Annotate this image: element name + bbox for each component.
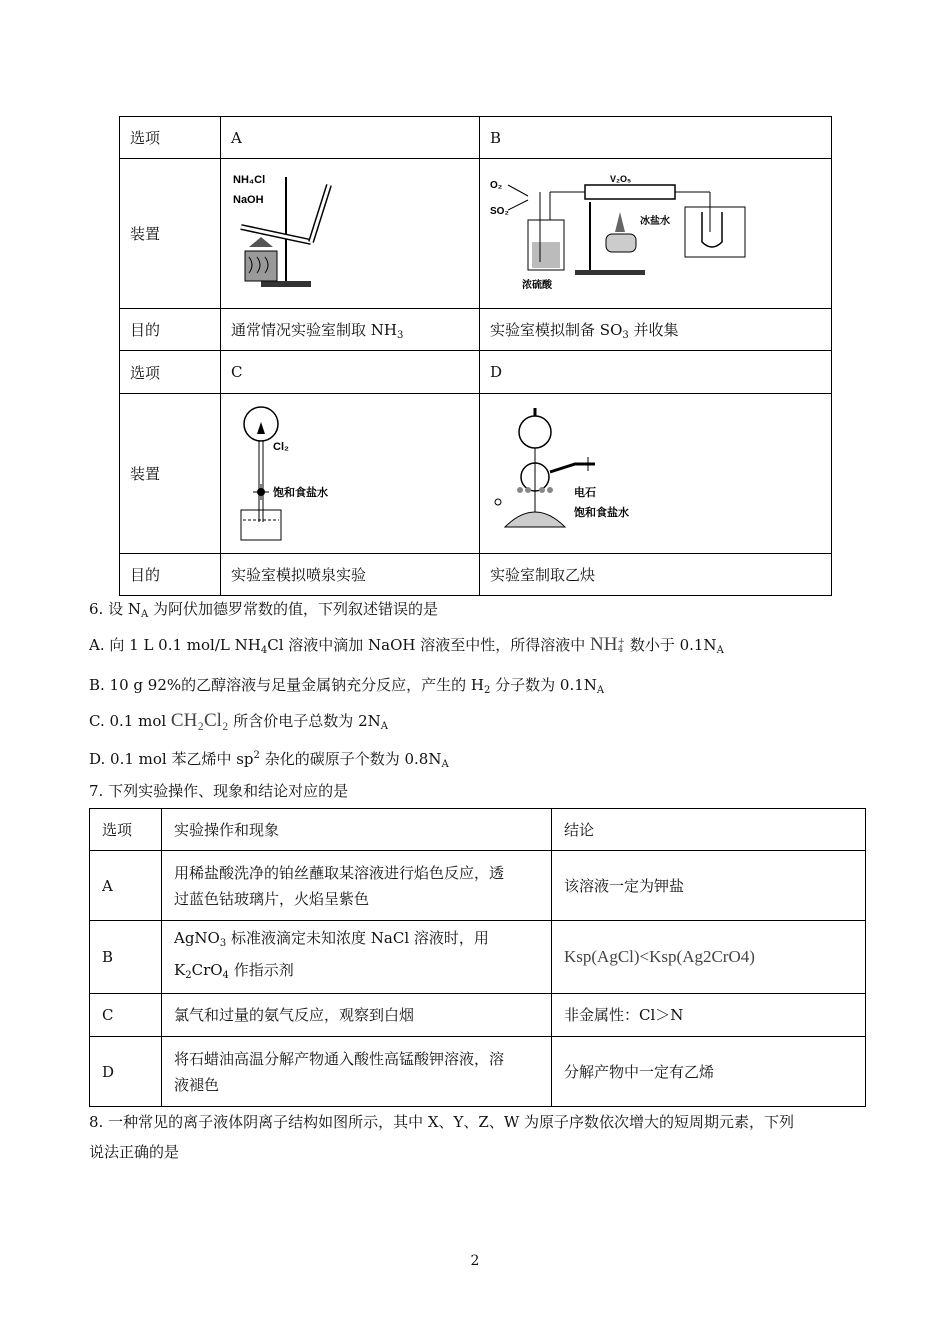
label-cl2: Cl₂ [273,440,289,453]
label-v2o5: V₂O₅ [610,173,632,184]
row-b-conclusion [552,921,866,994]
cell-apparatus-label-2: 装置 [120,394,221,554]
row-a-operation: 用稀盐酸洗净的铂丝蘸取某溶液进行焰色反应，透 过蓝色钴玻璃片，火焰呈紫色 [162,851,552,921]
page-number: 2 [470,1253,480,1269]
cell-purpose-c: 实验室模拟喷泉实验 [221,554,480,596]
row-a-option: A [90,851,162,921]
question-7-stem: 7. 下列实验操作、现象和结论对应的是 [89,782,349,800]
cell-purpose-label-2: 目的 [120,554,221,596]
cell-apparatus-label: 装置 [120,159,221,309]
figure-a-cell [221,159,480,309]
label-calcium-carbide: 电石 [574,486,596,499]
question-6-option-c: C. 0.1 mol CH₂Cl₂ 所含价电子总数为 $2N_A$ [89,710,388,732]
cell-purpose-d: 实验室制取乙炔 [480,554,832,596]
figure-d-acetylene-apparatus [490,402,650,542]
row-b-option: B [90,921,162,994]
cell-purpose-b: 实验室模拟制备 $SO_3$ 并收集 [480,309,832,351]
question-6-option-b: B. 10 g 92%的乙醇溶液与足量金属钠充分反应，产生的 $H_2$ 分子数为 $0.1N_A$ [89,676,605,696]
figure-c-fountain-apparatus [231,402,361,542]
cell-option-b: B [480,117,832,159]
question-6-stem: 6. 设 $N_A$ 为阿伏加德罗常数的值，下列叙述错误的是 [89,600,438,620]
cell-option-d: D [480,351,832,394]
apparatus-table [119,116,832,596]
row-c-operation: 氯气和过量的氨气反应，观察到白烟 [162,994,552,1037]
figure-c-cell [221,394,480,554]
label-so2: SO₂ [490,205,509,217]
header-conclusion: 结论 [552,809,866,851]
row-c-option: C [90,994,162,1037]
header-operation: 实验操作和现象 [162,809,552,851]
ksp-formula: Ksp(AgCl)<Ksp(Ag2CrO4) [564,947,755,966]
label-o2: O₂ [490,179,503,191]
cell-option-label: 选项 [120,117,221,159]
label-naoh: NaOH [233,193,264,206]
header-option: 选项 [90,809,162,851]
label-brine-d: 饱和食盐水 [574,506,629,519]
label-nh4cl: NH₄Cl [233,173,266,186]
figure-b-so3-apparatus [490,172,750,292]
figure-b-cell [480,159,832,309]
cell-option-a: A [221,117,480,159]
cell-option-c: C [221,351,480,394]
experiment-table [89,808,866,1107]
figure-d-cell [480,394,832,554]
question-8-line1: 8. 一种常见的离子液体阴离子结构如图所示，其中 X、Y、Z、W 为原子序数依次增大的短周期元素，下列 [89,1113,795,1131]
question-6-option-d: D. 0.1 mol 苯乙烯中 $sp^2$ 杂化的碳原子个数为 $0.8N_A$ [89,750,449,770]
label-conc-sulfuric: 浓硫酸 [522,279,552,291]
row-d-conclusion: 分解产物中一定有乙烯 [552,1037,866,1107]
question-8-line2: 说法正确的是 [89,1143,180,1161]
cell-purpose-label: 目的 [120,309,221,351]
row-d-operation: 将石蜡油高温分解产物通入酸性高锰酸钾溶液，溶 液褪色 [162,1037,552,1107]
row-b-operation: AgNO$_3$ 标准液滴定未知浓度 NaCl 溶液时，用 $K_2CrO_4$ 作指示剂 [162,921,552,994]
label-brine-c: 饱和食盐水 [273,486,328,499]
row-a-conclusion: 该溶液一定为钾盐 [552,851,866,921]
cell-option-label-2: 选项 [120,351,221,394]
row-d-option: D [90,1037,162,1107]
question-6-option-a: A. 向 1 L 0.1 mol/L $NH_4Cl$ 溶液中滴加 NaOH 溶液至中性，所得溶液中 NH + 4 数小于 $0.1N_A$ [89,634,724,656]
figure-a-ammonia-apparatus [231,167,341,297]
cell-purpose-a: 通常情况实验室制取 $NH_3$ [221,309,480,351]
label-ice-brine: 冰盐水 [640,215,670,227]
row-c-conclusion: 非金属性：Cl＞N [552,994,866,1037]
